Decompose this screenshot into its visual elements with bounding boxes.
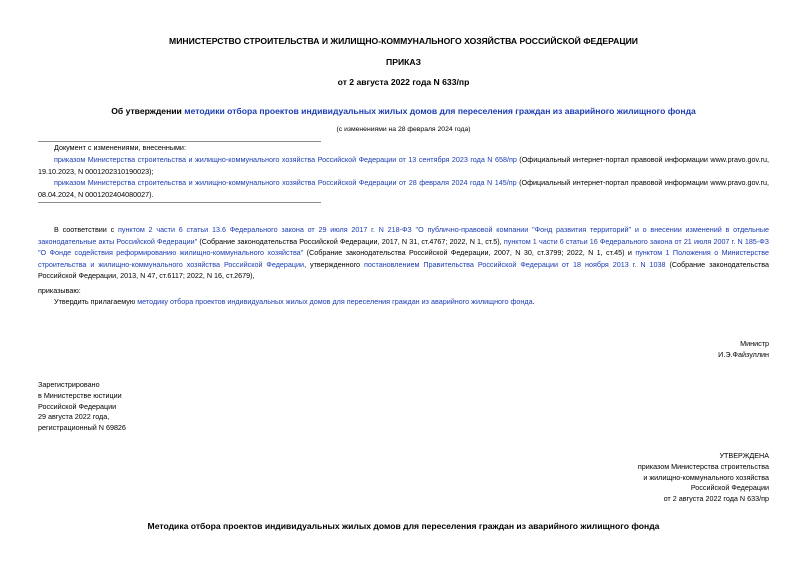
preamble-link-regulation[interactable]: пунктом 1 Положения о Министерстве строительства и жилищно-коммунального хозяйства Российской Федерации: [38, 248, 769, 269]
signature-position: Министр: [740, 339, 769, 348]
preamble-text: (Собрание законодательства Российской Федерации, 2007, N 30, ст.3799; 2022, N 1, ст.45) и: [303, 248, 636, 257]
changes-note: (с изменениями на 28 февраля 2024 года): [336, 126, 471, 133]
ministry-heading: МИНИСТЕРСТВО СТРОИТЕЛЬСТВА И ЖИЛИЩНО-КОММУНАЛЬНОГО ХОЗЯЙСТВА РОССИЙСКОЙ ФЕДЕРАЦИИ: [169, 36, 638, 46]
approved-line: УТВЕРЖДЕНА: [719, 451, 769, 460]
registration-line: Российской Федерации: [38, 401, 117, 411]
amendments-intro: Документ с изменениями, внесенными:: [54, 143, 186, 152]
order-text: Утвердить прилагаемую: [54, 297, 138, 306]
preamble-link-218fz[interactable]: пунктом 2 части 6 статьи 13.6 Федерального закона от 29 июля 2017 г. N 218-ФЗ "О публично-правовой компании "Фонд развития территорий" и о внесении изменений в отдельные законодательные акты Российской Федерации": [38, 225, 770, 246]
preamble-text: (Собрание законодательства Российской Федерации, 2017, N 31, ст.4767; 2022, N 1, ст.5),: [197, 236, 504, 246]
order-paragraph: [54, 296, 535, 308]
approved-line: и жилищно-коммунального хозяйства: [643, 472, 769, 482]
signature: [718, 339, 769, 361]
order-word: приказываю:: [38, 286, 81, 295]
approved-line: приказом Министерства строительства: [637, 461, 769, 471]
registration-line: в Министерстве юстиции: [38, 390, 122, 400]
approved-block: [638, 451, 769, 505]
order-text: .: [532, 297, 535, 306]
order-method-link[interactable]: методику отбора проектов индивидуальных жилых домов для переселения граждан из аварийного жилищного фонда: [137, 297, 533, 306]
preamble-text: , утвержденного: [304, 259, 364, 269]
title-prefix: Об утверждении: [111, 106, 185, 116]
registration-line: регистрационный N 69826: [38, 423, 126, 433]
divider-bottom: [38, 202, 321, 203]
doc-date-number: от 2 августа 2022 года N 633/пр: [337, 77, 470, 87]
approved-line: Российской Федерации: [690, 483, 769, 493]
document-title: [0, 106, 807, 116]
amendment-item: [38, 177, 769, 200]
title-link[interactable]: методики отбора проектов индивидуальных жилых домов для переселения граждан из аварийного жилищного фонда: [184, 106, 696, 116]
preamble-link-resolution[interactable]: постановлением Правительства Российской Федерации от 18 ноября 2013 г. N 1038: [364, 259, 666, 269]
amendment-link-2[interactable]: приказом Министерства строительства и жилищно-коммунального хозяйства Российской Федерации от 28 февраля 2024 года N 145/пр: [54, 178, 517, 187]
amendment-rest-2: (Официальный интернет-портал правовой информации www.pravo.gov.ru, 08.04.2024, N 0001202404080027).: [38, 178, 769, 199]
registration-line: 29 августа 2022 года,: [38, 412, 110, 422]
registration-block: [38, 380, 126, 434]
preamble-text: (Собрание законодательства Российской Федерации, 2013, N 47, ст.6117; 2022, N 16, ст.2679),: [38, 259, 769, 280]
registration-line: Зарегистрировано: [38, 380, 100, 389]
doc-type-heading: ПРИКАЗ: [386, 57, 421, 67]
preamble-link-185fz[interactable]: пунктом 1 части 6 статьи 16 Федерального закона от 21 июля 2007 г. N 185-ФЗ "О Фонде содействия реформированию жилищно-коммунального хозяйства": [38, 236, 770, 257]
preamble-text: В соответствии с: [54, 225, 118, 234]
signature-name: И.Э.Файзуллин: [718, 349, 769, 359]
amendment-link-1[interactable]: приказом Министерства строительства и жилищно-коммунального хозяйства Российской Федерации от 13 сентября 2023 года N 658/пр: [54, 155, 517, 164]
amendment-item: [38, 154, 769, 177]
amendment-rest-1: (Официальный интернет-портал правовой информации www.pravo.gov.ru, 19.10.2023, N 0001202310190023);: [38, 155, 769, 176]
approved-line: от 2 августа 2022 года N 633/пр: [663, 494, 769, 504]
preamble-paragraph: [38, 224, 769, 282]
method-title: Методика отбора проектов индивидуальных жилых домов для переселения граждан из аварийного жилищного фонда: [147, 521, 660, 531]
